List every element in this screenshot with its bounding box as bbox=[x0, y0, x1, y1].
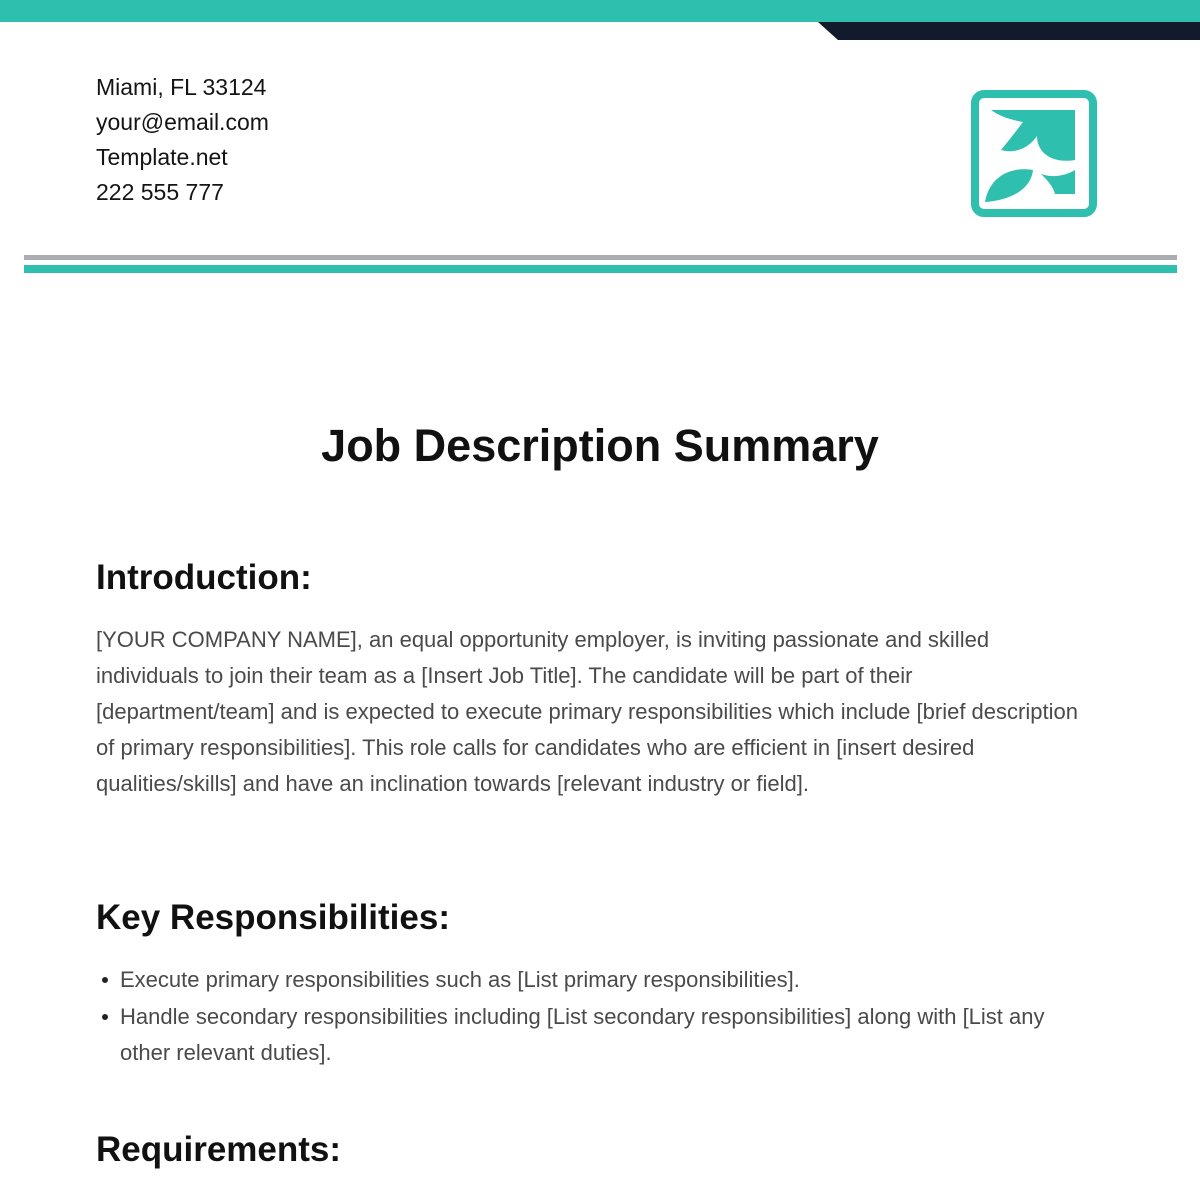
contact-block bbox=[96, 70, 269, 210]
bullet-icon bbox=[102, 1014, 108, 1020]
contact-email: your@email.com bbox=[96, 109, 269, 135]
introduction-paragraph: [YOUR COMPANY NAME], an equal opportunity employer, is inviting passionate and skilled individuals to join their team as a [Insert Job Title]. The candidate will be part of their [department/team] and is expected to execute primary responsibilities which include [brief description of primary responsibilities]. This role calls for candidates who are efficient in [insert desired qualities/skills] and have an inclination towards [relevant industry or field]. bbox=[96, 627, 1078, 796]
leaf-logo-icon bbox=[971, 90, 1097, 217]
responsibilities-list bbox=[96, 962, 1096, 1072]
header-divider-teal bbox=[24, 265, 1177, 273]
list-item-text: Handle secondary responsibilities including [List secondary responsibilities] along with [List any other relevant duties]. bbox=[120, 1004, 1045, 1065]
list-item bbox=[96, 962, 1096, 998]
introduction-heading: Introduction: bbox=[96, 558, 312, 597]
contact-website: Template.net bbox=[96, 144, 228, 170]
list-item bbox=[96, 999, 1096, 1071]
navy-band bbox=[818, 22, 1200, 40]
list-item-text: Execute primary responsibilities such as [List primary responsibilities]. bbox=[120, 967, 800, 992]
document-title: Job Description Summary bbox=[321, 420, 879, 471]
header-divider-gray bbox=[24, 255, 1177, 260]
requirements-heading: Requirements: bbox=[96, 1130, 342, 1169]
teal-band bbox=[0, 0, 1200, 22]
top-decorative-band bbox=[0, 0, 1200, 40]
bullet-icon bbox=[102, 977, 108, 983]
contact-phone: 222 555 777 bbox=[96, 179, 224, 205]
contact-address: Miami, FL 33124 bbox=[96, 74, 267, 100]
key-responsibilities-heading: Key Responsibilities: bbox=[96, 898, 450, 937]
